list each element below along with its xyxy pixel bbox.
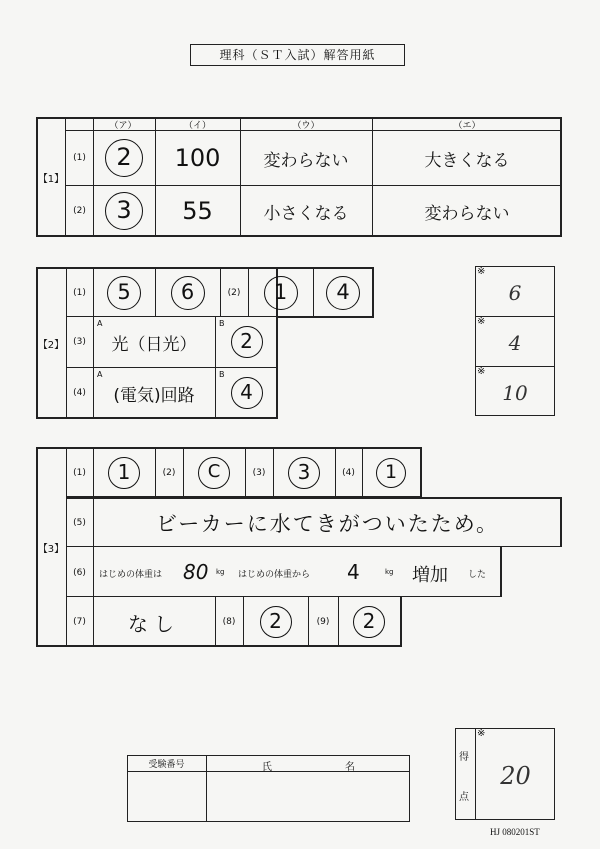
q3-r6-pre1: はじめの体重は — [99, 570, 163, 580]
q1-row1-i-answer: 100 — [174, 144, 221, 172]
q3-r1-a4 — [362, 449, 420, 496]
q2-r3-num: (3) — [73, 337, 86, 347]
q3-label: 【3】 — [37, 543, 65, 555]
q2-r4-answer-a: (電気)回路 — [113, 385, 195, 406]
q3-r1-n3: (3) — [252, 467, 266, 478]
q2-r3-tag-b: B — [219, 319, 225, 328]
q2-step-line — [276, 316, 374, 318]
q1-row2-a — [93, 185, 155, 237]
q3-r7-a9 — [338, 598, 400, 646]
q2-r1-a1-answer: 5 — [107, 276, 141, 310]
q3-r6-ans: 増加 — [412, 565, 448, 586]
q2-r1-b1 — [248, 269, 313, 316]
q2-r4-b-answer: 4 — [231, 377, 263, 409]
q2-r1-a2-answer: 6 — [171, 276, 205, 310]
q1-header-e: （エ） — [453, 121, 481, 131]
q3-r1-a1 — [93, 449, 155, 496]
q1-row2-e-answer: 変わらない — [424, 203, 510, 224]
q1-row2-a-answer: 3 — [105, 192, 143, 230]
q3-r7-a8-answer: 2 — [260, 606, 292, 638]
q2-r4-tag-a: A — [97, 370, 103, 379]
q3-r1-a3-answer: 3 — [288, 457, 320, 489]
q1-header-u: （ウ） — [292, 121, 320, 131]
q1-header-a: （ア） — [109, 121, 137, 131]
q1-row2-num: (2) — [73, 206, 86, 216]
q3-r1-a1-answer: 1 — [108, 457, 140, 489]
q3-r7-a9-answer: 2 — [353, 606, 385, 638]
q1-header-i: （イ） — [183, 121, 211, 131]
q2-r3-tag-a: A — [97, 319, 103, 328]
q1-row1-num: (1) — [73, 153, 86, 163]
q1-row1-u-answer: 変わらない — [263, 150, 349, 171]
exam-number-label: 受験番号 — [148, 759, 185, 770]
q1-row1-e-answer: 大きくなる — [424, 150, 510, 171]
q3-r6-val2: 4 — [347, 560, 360, 584]
q3-r1-a2-answer: C — [198, 457, 230, 489]
side-score-divider — [475, 366, 555, 367]
q3-r1-n1: (1) — [73, 467, 86, 478]
side-score-2: 4 — [508, 331, 522, 355]
side-score-1: 6 — [508, 281, 522, 305]
q2-r3-answer-a: 光（日光） — [111, 334, 197, 355]
side-score-mark: ※ — [477, 316, 486, 327]
name-field[interactable] — [207, 772, 409, 821]
side-score-divider — [475, 316, 555, 317]
q2-r4-num: (4) — [73, 388, 86, 398]
document-code: HJ 080201ST — [490, 827, 540, 837]
total-score-value: 20 — [500, 762, 531, 790]
q2-r1-num: (1) — [73, 287, 86, 298]
side-score-mark: ※ — [477, 366, 486, 377]
q3-r6-num: (6) — [73, 567, 86, 578]
q3-r7-n8: (8) — [222, 617, 236, 627]
page-title: 理科（ＳＴ入試）解答用紙 — [190, 44, 405, 66]
q2-r1-a2 — [155, 269, 220, 316]
total-score-mark: ※ — [477, 728, 486, 739]
q3-r6-post: した — [468, 570, 487, 580]
q3-r7-a8 — [243, 598, 308, 646]
q3-r6-unit2: kg — [385, 568, 394, 576]
total-label-1: 得 — [459, 752, 469, 763]
q3-r5-answer: ビーカーに水てきがついたため。 — [156, 511, 499, 536]
q2-r1-b1-answer: 1 — [264, 276, 298, 310]
q3-r7-n9: (9) — [316, 617, 330, 627]
q3-r6-val1: 80 — [183, 560, 209, 584]
q3-r7-n7: (7) — [73, 617, 86, 627]
q3-r5-num: (5) — [73, 517, 86, 528]
q3-r1-n2: (2) — [162, 467, 176, 478]
q3-r1-a3 — [273, 449, 335, 496]
name-label-2: 名 — [345, 762, 355, 773]
q1-label: 【1】 — [37, 173, 65, 185]
q3-r1-a4-answer: 1 — [376, 458, 406, 488]
q2-r4-tag-b: B — [219, 370, 225, 379]
q2-r1-num2: (2) — [227, 287, 241, 298]
q2-r1-b2-answer: 4 — [326, 276, 360, 310]
exam-number-field[interactable] — [128, 772, 205, 821]
q1-row1-a — [93, 131, 155, 185]
side-score-3: 10 — [502, 381, 528, 405]
q2-r3-b — [215, 317, 278, 367]
q2-r1-b2 — [313, 269, 373, 316]
name-label-1: 氏 — [262, 762, 272, 773]
q3-r1-n4: (4) — [342, 467, 355, 478]
q3-r6-unit1: kg — [216, 568, 225, 576]
q3-r1-a2 — [183, 449, 245, 496]
q3-r7-a7: なし — [128, 611, 180, 636]
q1-row2-u-answer: 小さくなる — [263, 203, 349, 224]
q2-r3-b-answer: 2 — [231, 326, 263, 358]
q3-r6-pre2: はじめの体重から — [238, 570, 311, 580]
q2-label: 【2】 — [37, 339, 65, 351]
q1-row2-i-answer: 55 — [182, 197, 213, 225]
q1-row1-a-answer: 2 — [105, 139, 143, 177]
total-label-2: 点 — [459, 792, 469, 803]
q2-r1-a1 — [93, 269, 155, 316]
q2-r4-b — [215, 368, 278, 418]
side-score-mark: ※ — [477, 266, 486, 277]
